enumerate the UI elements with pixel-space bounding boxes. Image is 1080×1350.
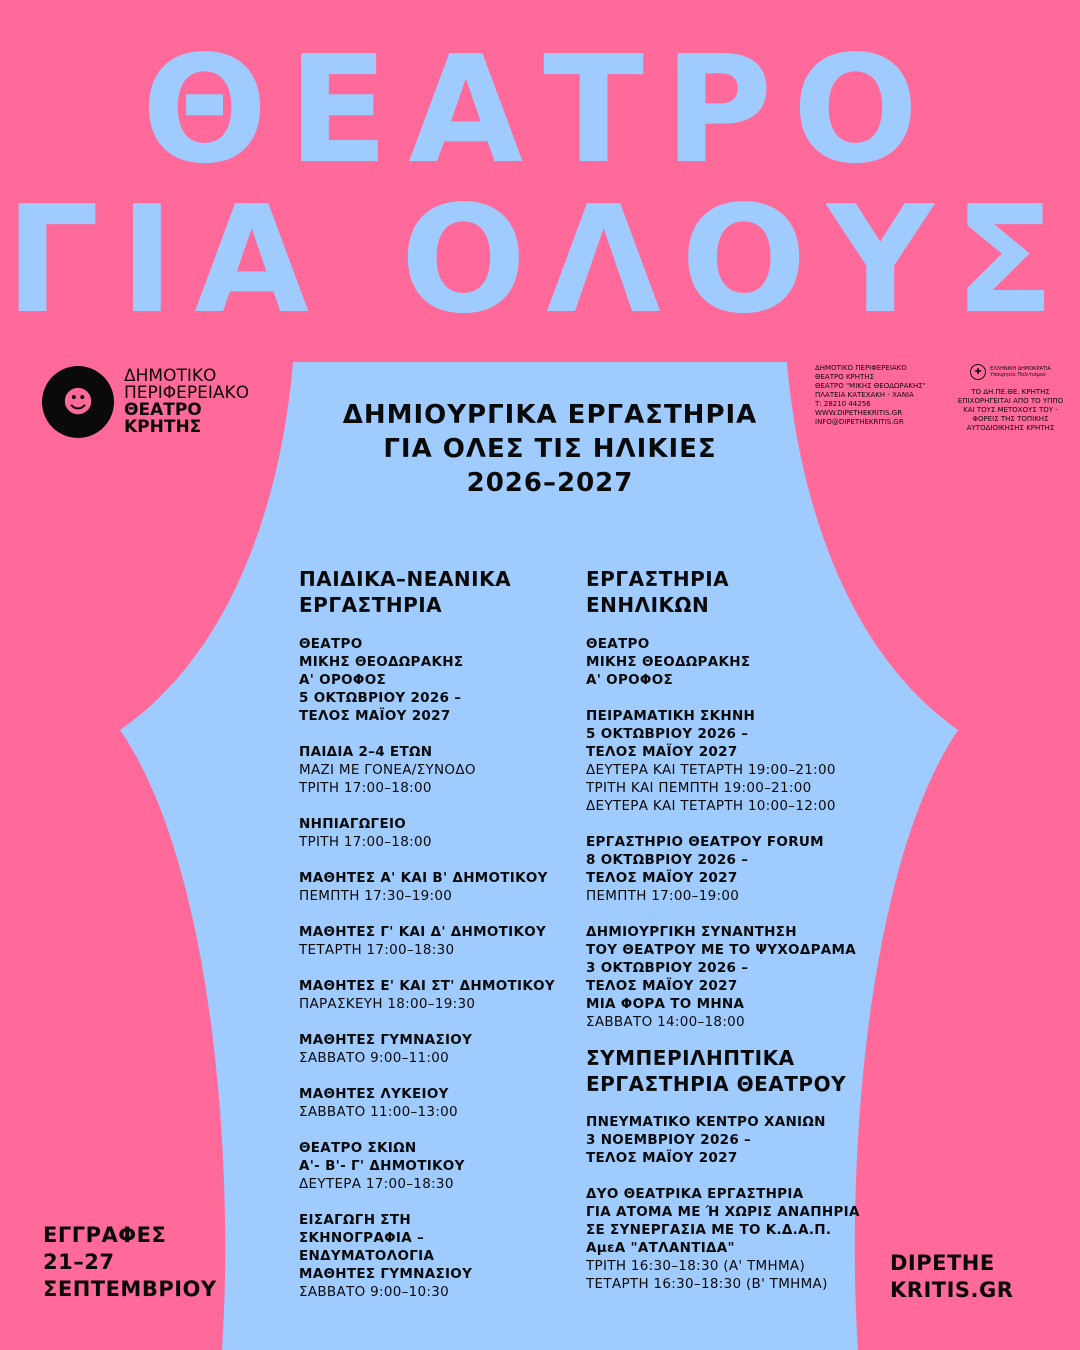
website-line-1: DIPETHE: [890, 1251, 995, 1275]
workshop-schedule: ΠΑΡΑΣΚΕΥΗ 18:00–19:30: [299, 996, 476, 1012]
workshop-title: ΜΑΘΗΤΕΣ Γ' ΚΑΙ Δ' ΔΗΜΟΤΙΚΟΥ: [299, 924, 547, 940]
workshop-title: ΔΗΜΙΟΥΡΓΙΚΗ ΣΥΝΑΝΤΗΣΗ: [586, 924, 797, 940]
section-title-line: ΕΡΓΑΣΤΗΡΙΑ ΘΕΑΤΡΟΥ: [586, 1072, 847, 1096]
venue-line: Α' ΟΡΟΦΟΣ: [299, 672, 387, 688]
venue-line: ΜΙΚΗΣ ΘΕΟΔΩΡΑΚΗΣ: [586, 654, 751, 670]
workshop-title: Α'- Β'- Γ' ΔΗΜΟΤΙΚΟΥ: [299, 1158, 465, 1174]
venue-line: 3 ΝΟΕΜΒΡΙΟΥ 2026 –: [586, 1132, 752, 1148]
list-item: [299, 1139, 589, 1193]
venue-line: ΜΙΚΗΣ ΘΕΟΔΩΡΑΚΗΣ: [299, 654, 464, 670]
workshop-frequency: ΜΙΑ ΦΟΡΑ ΤΟ ΜΗΝΑ: [586, 996, 745, 1012]
registration-month: ΣΕΠΤΕΜΒΡΙΟΥ: [43, 1277, 217, 1301]
sponsor-line: ΕΠΙΧΟΡΗΓΕΙΤΑΙ ΑΠΟ ΤΟ ΥΠΠΟ: [957, 397, 1064, 405]
workshop-dates: ΤΕΛΟΣ ΜΑΪΟΥ 2027: [586, 744, 738, 760]
contact-line: ΔΗΜΟΤΙΚΟ ΠΕΡΙΦΕΡΕΙΑΚΟ: [815, 364, 907, 372]
list-item: [586, 923, 876, 1031]
workshop-schedule: ΤΡΙΤΗ 17:00–18:00: [299, 780, 432, 796]
workshop-dates: 5 ΟΚΤΩΒΡΙΟΥ 2026 –: [586, 726, 749, 742]
venue-line: Α' ΟΡΟΦΟΣ: [586, 672, 674, 688]
adult-venue: [586, 635, 876, 689]
contact-email-link[interactable]: INFO@DIPETHEKRITIS.GR: [815, 418, 904, 426]
workshop-title: ΜΑΘΗΤΕΣ ΛΥΚΕΙΟΥ: [299, 1086, 449, 1102]
logo-line-4: ΚΡΗΤΗΣ: [124, 417, 202, 437]
headline-line-2: ΓΙΑ ΟΛΟΥΣ: [5, 174, 1075, 346]
program-subtitle: [300, 398, 800, 500]
workshop-title: ΓΙΑ ΑΤΟΜΑ ΜΕ Ή ΧΩΡΙΣ ΑΝΑΠΗΡΙΑ: [586, 1204, 860, 1220]
section-title-line: ΕΝΗΛΙΚΩΝ: [586, 593, 710, 617]
workshop-schedule: ΔΕΥΤΕΡΑ ΚΑΙ ΤΕΤΑΡΤΗ 10:00–12:00: [586, 798, 836, 814]
workshop-schedule: ΣΑΒΒΑΤΟ 14:00–18:00: [586, 1014, 745, 1030]
workshop-dates: ΤΕΛΟΣ ΜΑΪΟΥ 2027: [586, 870, 738, 886]
registration-label: ΕΓΓΡΑΦΕΣ: [43, 1223, 167, 1247]
workshop-title: ΠΕΙΡΑΜΑΤΙΚΗ ΣΚΗΝΗ: [586, 708, 756, 724]
sponsor-line: ΑΥΤΟΔΙΟΙΚΗΣΗΣ ΚΡΗΤΗΣ: [966, 424, 1055, 432]
workshop-title: ΣΚΗΝΟΓΡΑΦΙΑ –: [299, 1230, 424, 1246]
theatre-masks-icon: ☻: [42, 366, 114, 438]
section-title-line: ΕΡΓΑΣΤΗΡΙΑ: [586, 567, 730, 591]
section-title-line: ΠΑΙΔΙΚΑ–ΝΕΑΝΙΚΑ: [299, 567, 512, 591]
list-item: [586, 1185, 876, 1293]
registration-days: 21–27: [43, 1250, 115, 1274]
sponsor-org: ΕΛΛΗΝΙΚΗ ΔΗΜΟΚΡΑΤΙΑ: [990, 366, 1051, 372]
children-section-title: [299, 566, 589, 618]
workshop-schedule: ΠΕΜΠΤΗ 17:00–19:00: [586, 888, 740, 904]
workshop-schedule: ΠΕΜΠΤΗ 17:30–19:00: [299, 888, 453, 904]
contact-line: ΘΕΑΤΡΟ "ΜΙΚΗΣ ΘΕΟΔΩΡΑΚΗΣ": [815, 382, 926, 390]
workshop-schedule: ΤΡΙΤΗ 16:30–18:30 (Α' ΤΜΗΜΑ): [586, 1258, 806, 1274]
section-title-line: ΣΥΜΠΕΡΙΛΗΠΤΙΚΑ: [586, 1046, 795, 1070]
adult-workshops-column: [586, 566, 876, 1311]
workshop-schedule: ΣΑΒΒΑΤΟ 9:00–10:30: [299, 1284, 450, 1300]
venue-line: 5 ΟΚΤΩΒΡΙΟΥ 2026 –: [299, 690, 462, 706]
venue-line: ΤΕΛΟΣ ΜΑΪΟΥ 2027: [299, 708, 451, 724]
workshop-schedule: ΣΑΒΒΑΤΟ 11:00–13:00: [299, 1104, 458, 1120]
workshop-title: ΣΕ ΣΥΝΕΡΓΑΣΙΑ ΜΕ ΤΟ Κ.Δ.Α.Π.: [586, 1222, 832, 1238]
inclusive-venue: [586, 1113, 876, 1167]
workshop-title: ΜΑΘΗΤΕΣ ΓΥΜΝΑΣΙΟΥ: [299, 1032, 473, 1048]
workshop-title: ΝΗΠΙΑΓΩΓΕΙΟ: [299, 816, 407, 832]
venue-line: ΤΕΛΟΣ ΜΑΪΟΥ 2027: [586, 1150, 738, 1166]
website-line-2: KRITIS.GR: [890, 1278, 1014, 1302]
contact-line: ΘΕΑΤΡΟ ΚΡΗΤΗΣ: [815, 373, 874, 381]
venue-line: ΘΕΑΤΡΟ: [586, 636, 650, 652]
logo-line-1: ΔΗΜΟΤΙΚΟ: [124, 366, 217, 386]
workshop-schedule: ΤΡΙΤΗ 17:00–18:00: [299, 834, 432, 850]
subtitle-years: 2026–2027: [466, 468, 634, 498]
contact-phone: Τ: 28210 44256: [815, 400, 871, 408]
venue-line: ΠΝΕΥΜΑΤΙΚΟ ΚΕΝΤΡΟ ΧΑΝΙΩΝ: [586, 1114, 826, 1130]
workshop-title: ΠΑΙΔΙΑ 2–4 ΕΤΩΝ: [299, 744, 433, 760]
theatre-logo[interactable]: [42, 366, 249, 438]
workshop-title: ΘΕΑΤΡΟ ΣΚΙΩΝ: [299, 1140, 417, 1156]
adult-section-title: [586, 566, 876, 618]
headline-line-1: ΘΕΑΤΡΟ: [141, 24, 939, 196]
list-item: [586, 833, 876, 905]
workshop-title: ΜΑΘΗΤΕΣ Α' ΚΑΙ Β' ΔΗΜΟΤΙΚΟΥ: [299, 870, 548, 886]
list-item: [299, 1085, 589, 1121]
workshop-title: ΕΡΓΑΣΤΗΡΙΟ ΘΕΑΤΡΟΥ FORUM: [586, 834, 824, 850]
workshop-title: ΕΝΔΥΜΑΤΟΛΟΓΙΑ: [299, 1248, 435, 1264]
section-title-line: ΕΡΓΑΣΤΗΡΙΑ: [299, 593, 443, 617]
logo-line-2: ΠΕΡΙΦΕΡΕΙΑΚΟ: [124, 383, 250, 403]
list-item: [299, 1211, 589, 1301]
venue-line: ΘΕΑΤΡΟ: [299, 636, 363, 652]
list-item: [299, 977, 589, 1013]
contact-website-link[interactable]: WWW.DIPETHEKRITIS.GR: [815, 409, 903, 417]
workshop-schedule: ΔΕΥΤΕΡΑ ΚΑΙ ΤΕΤΑΡΤΗ 19:00–21:00: [586, 762, 836, 778]
list-item: [586, 707, 876, 815]
subtitle-line-2: ΓΙΑ ΟΛΕΣ ΤΙΣ ΗΛΙΚΙΕΣ: [383, 434, 717, 464]
website-link[interactable]: [890, 1250, 1013, 1304]
sponsor-line: ΤΟ ΔΗ.ΠΕ.ΘΕ. ΚΡΗΤΗΣ: [971, 388, 1050, 396]
workshop-schedule: ΤΕΤΑΡΤΗ 17:00–18:30: [299, 942, 455, 958]
sponsor-line: ΦΟΡΕΙΣ ΤΗΣ ΤΟΠΙΚΗΣ: [972, 415, 1049, 423]
workshop-schedule: ΤΕΤΑΡΤΗ 16:30–18:30 (Β' ΤΜΗΜΑ): [586, 1276, 828, 1292]
children-workshops-column: [299, 566, 589, 1319]
sponsor-line: ΚΑΙ ΤΟΥΣ ΜΕΤΟΧΟΥΣ ΤΟΥ -: [963, 406, 1058, 414]
subtitle-line-1: ΔΗΜΙΟΥΡΓΙΚΑ ΕΡΓΑΣΤΗΡΙΑ: [342, 400, 758, 430]
workshop-title: ΜΑΘΗΤΕΣ Ε' ΚΑΙ ΣΤ' ΔΗΜΟΤΙΚΟΥ: [299, 978, 555, 994]
workshop-title: ΔΥΟ ΘΕΑΤΡΙΚΑ ΕΡΓΑΣΤΗΡΙΑ: [586, 1186, 804, 1202]
workshop-title: ΤΟΥ ΘΕΑΤΡΟΥ ΜΕ ΤΟ ΨΥΧΟΔΡΑΜΑ: [586, 942, 857, 958]
contact-info: [815, 364, 945, 427]
registration-dates: [43, 1222, 217, 1303]
workshop-dates: ΤΕΛΟΣ ΜΑΪΟΥ 2027: [586, 978, 738, 994]
workshop-schedule: ΤΡΙΤΗ ΚΑΙ ΠΕΜΠΤΗ 19:00–21:00: [586, 780, 812, 796]
sponsor-ministry: Υπουργείο Πολιτισμού: [990, 372, 1046, 378]
workshop-title: ΑμεΑ "ΑΤΛΑΝΤΙΔΑ": [586, 1240, 735, 1256]
workshop-schedule: ΣΑΒΒΑΤΟ 9:00–11:00: [299, 1050, 450, 1066]
sponsor-info: [948, 364, 1073, 433]
contact-line: ΠΛΑΤΕΙΑ ΚΑΤΕΧΑΚΗ - ΧΑΝΙΑ: [815, 391, 914, 399]
workshop-dates: 8 ΟΚΤΩΒΡΙΟΥ 2026 –: [586, 852, 749, 868]
greek-emblem-icon: ✚: [970, 364, 986, 380]
list-item: [299, 869, 589, 905]
list-item: [299, 743, 589, 797]
logo-line-3: ΘΕΑΤΡΟ: [124, 400, 202, 420]
workshop-schedule: ΔΕΥΤΕΡΑ 17:00–18:30: [299, 1176, 454, 1192]
list-item: [299, 1031, 589, 1067]
children-venue: [299, 635, 589, 725]
workshop-title: ΜΑΘΗΤΕΣ ΓΥΜΝΑΣΙΟΥ: [299, 1266, 473, 1282]
list-item: [299, 923, 589, 959]
workshop-title: ΕΙΣΑΓΩΓΗ ΣΤΗ: [299, 1212, 411, 1228]
workshop-detail: ΜΑΖΙ ΜΕ ΓΟΝΕΑ/ΣΥΝΟΔΟ: [299, 762, 476, 778]
list-item: [299, 815, 589, 851]
inclusive-section-title: [586, 1045, 876, 1097]
workshop-dates: 3 ΟΚΤΩΒΡΙΟΥ 2026 –: [586, 960, 749, 976]
